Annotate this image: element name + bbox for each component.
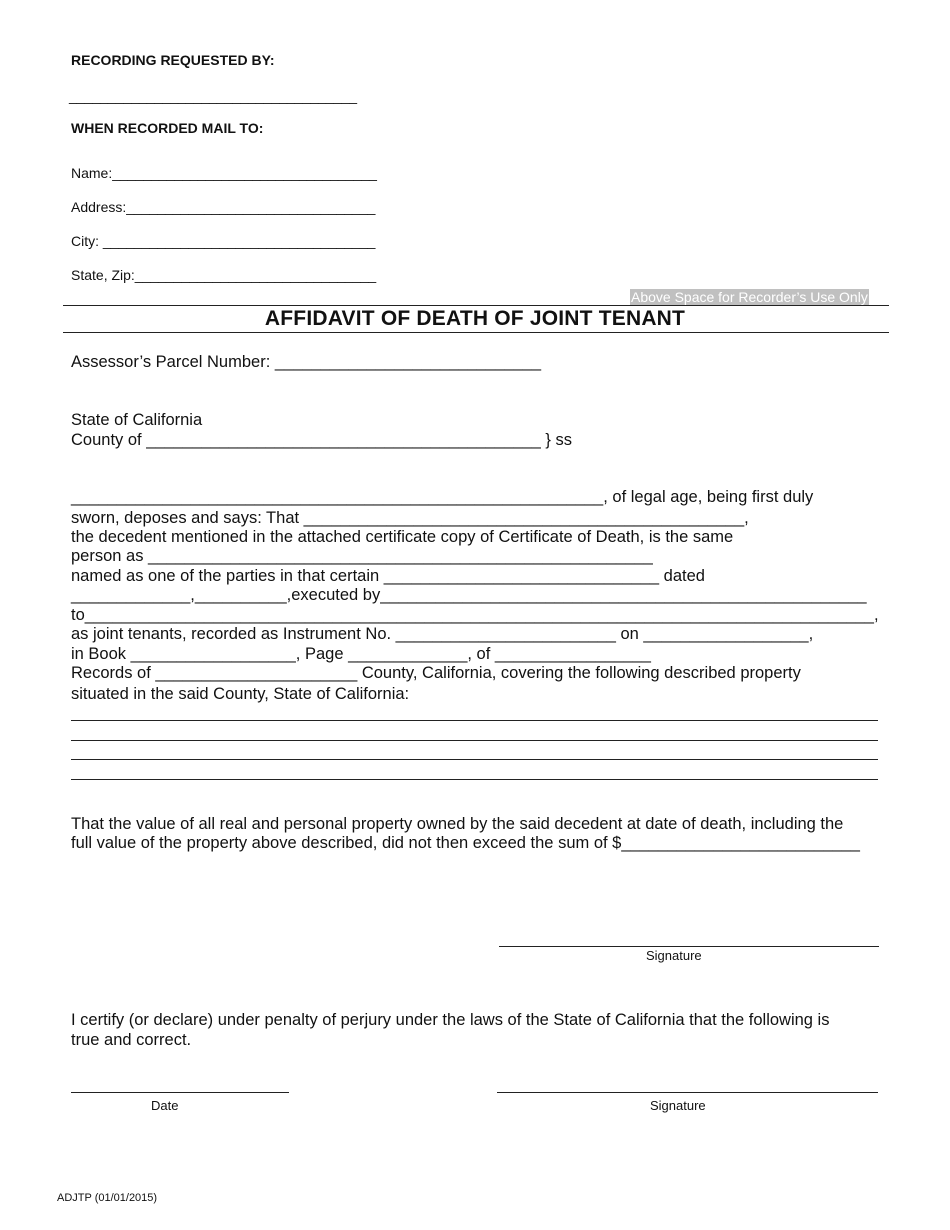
value-paragraph-line-1: That the value of all real and personal property owned by the said decedent at date of death, including the <box>71 815 844 833</box>
certify-line-1: I certify (or declare) under penalty of perjury under the laws of the State of California that the following is <box>71 1011 830 1029</box>
apn-field[interactable]: Assessor’s Parcel Number: _____________________________ <box>71 353 541 371</box>
executed-by-line[interactable]: _____________,__________,executed by_____________________________________________________ <box>71 586 867 604</box>
affiant-line[interactable]: __________________________________________________________, of legal age, being first duly <box>71 488 814 506</box>
date-label: Date <box>151 1098 179 1113</box>
county-field[interactable]: County of ___________________________________________ } ss <box>71 431 572 449</box>
when-recorded-mail-to-label: WHEN RECORDED MAIL TO: <box>71 120 264 136</box>
signature-label-2: Signature <box>650 1098 706 1113</box>
property-description-line[interactable] <box>71 740 878 741</box>
mail-city-field[interactable]: City: ___________________________________ <box>71 233 376 249</box>
mail-address-field[interactable]: Address:________________________________ <box>71 199 376 215</box>
signature-line-2[interactable] <box>497 1092 878 1093</box>
title-top-rule <box>63 305 889 306</box>
certificate-line: the decedent mentioned in the attached certificate copy of Certificate of Death, is the same <box>71 528 734 546</box>
signature-label-1: Signature <box>646 948 702 963</box>
date-line[interactable] <box>71 1092 289 1093</box>
value-paragraph-line-2[interactable]: full value of the property above described, did not then exceed the sum of $__________________________ <box>71 834 860 852</box>
state-label: State of California <box>71 411 203 429</box>
person-as-line[interactable]: person as _______________________________________________________ <box>71 547 653 565</box>
decedent-line[interactable]: sworn, deposes and says: That ________________________________________________, <box>71 509 749 527</box>
recorder-use-note: Above Space for Recorder’s Use Only <box>631 289 868 305</box>
recording-requested-by-label: RECORDING REQUESTED BY: <box>71 52 275 68</box>
book-page-line[interactable]: in Book __________________, Page _____________, of _________________ <box>71 645 651 663</box>
records-line[interactable]: Records of ______________________ County, California, covering the following described property <box>71 664 801 682</box>
mail-name-field[interactable]: Name:__________________________________ <box>71 165 377 181</box>
document-title: AFFIDAVIT OF DEATH OF JOINT TENANT <box>264 307 686 330</box>
property-description-line[interactable] <box>71 779 878 780</box>
mail-state-zip-field[interactable]: State, Zip:_______________________________ <box>71 267 377 283</box>
certify-line-2: true and correct. <box>71 1031 192 1049</box>
title-bottom-rule <box>63 332 889 333</box>
parties-line[interactable]: named as one of the parties in that certain ______________________________ dated <box>71 567 705 585</box>
property-description-line[interactable] <box>71 759 878 760</box>
property-description-line[interactable] <box>71 720 878 721</box>
instrument-line[interactable]: as joint tenants, recorded as Instrument No. ________________________ on __________________, <box>71 625 814 643</box>
requested-by-field[interactable]: _____________________________________ <box>69 88 358 104</box>
form-code: ADJTP (01/01/2015) <box>57 1192 158 1204</box>
situated-line: situated in the said County, State of California: <box>71 685 410 703</box>
signature-line-1[interactable] <box>499 946 879 947</box>
to-line[interactable]: to______________________________________________________________________________________, <box>71 606 879 624</box>
